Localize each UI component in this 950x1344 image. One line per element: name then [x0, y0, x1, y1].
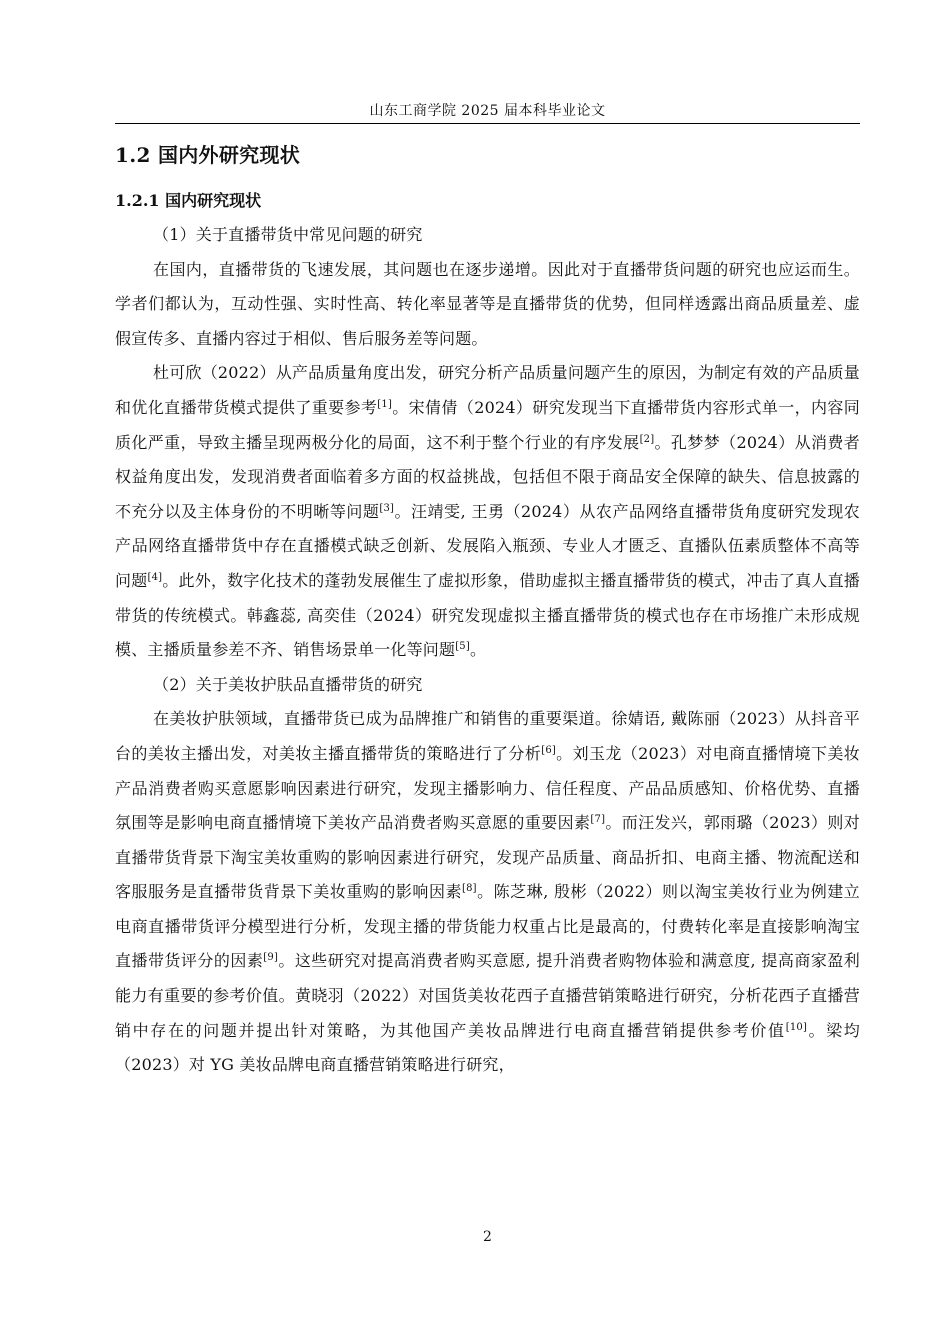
citation-ref-5: [5] [455, 641, 470, 653]
text-run: 。这些研究对提高消费者购买意愿, 提升消费者购物体验和满意度, 提高商家盈利能力有重要的参考价值。黄晓羽（2022）对国货美妆花西子直播营销策略进行研究，分析花西子直播营销中存在的问题并提出针对策略，为其他国产美妆品牌进行电商直播营销提供参考价值 [115, 951, 860, 1040]
citation-ref-6: [6] [541, 744, 556, 756]
text-run: 。梁均（2023）对 YG 美妆品牌电商直播营销策略进行研究， [115, 1020, 860, 1075]
citation-ref-9: [9] [263, 952, 279, 964]
text-run: 。此外，数字化技术的蓬勃发展催生了虚拟形象，借助虚拟主播直播带货的模式，冲击了真人直播带货的传统模式。韩鑫蕊, 高奕佳（2024）研究发现虚拟主播直播带货的模式也存在市场推广未形成规模、主播质量参差不齐、销售场景单一化等问题 [115, 570, 861, 660]
text-run: 。 [469, 640, 487, 660]
text-run: 。而汪发兴，郭雨璐（2023）则对直播带货背景下淘宝美妆重购的影响因素进行研究，发现产品质量、商品折扣、电商主播、物流配送和客服服务是直播带货背景下美妆重购的影响因素 [115, 813, 860, 902]
citation-ref-2: [2] [639, 433, 655, 445]
subsection-title: 1.2.1 国内研究现状 [115, 191, 262, 210]
citation-ref-4: [4] [147, 571, 163, 583]
page-content [115, 138, 860, 1083]
text-run: 杜可欣（2022）从产品质量角度出发，研究分析产品质量问题产生的原因，为制定有效的产品质量和优化直播带货模式提供了重要参考 [115, 363, 860, 417]
citation-ref-3: [3] [379, 502, 395, 514]
part2-paragraph-1 [115, 702, 860, 1083]
part1-paragraph-2 [115, 356, 860, 667]
header-rule [115, 123, 860, 124]
page-number: 2 [483, 1229, 492, 1245]
text-run: 。宋倩倩（2024）研究发现当下直播带货内容形式单一，内容同质化严重，导致主播呈现两极分化的局面，这不利于整个行业的有序发展 [115, 397, 860, 452]
part1-paragraph-1: 在国内，直播带货的飞速发展，其问题也在逐步递增。因此对于直播带货问题的研究也应运而生。学者们都认为，互动性强、实时性高、转化率显著等是直播带货的优势，但同样透露出商品质量差、虚假宣传多、直播内容过于相似、售后服务差等问题。 [115, 259, 860, 348]
citation-ref-10: [10] [785, 1021, 808, 1033]
section-title: 1.2 国内外研究现状 [115, 143, 301, 167]
citation-ref-7: [7] [590, 814, 606, 826]
running-header: 山东工商学院 2025 届本科毕业论文 [369, 103, 606, 119]
text-run: 。孔梦梦（2024）从消费者权益角度出发，发现消费者面临着多方面的权益挑战，包括但不限于商品安全保障的缺失、信息披露的不充分以及主体身份的不明晰等问题 [115, 432, 860, 521]
citation-ref-1: [1] [377, 398, 393, 410]
part2-heading: （2）关于美妆护肤品直播带货的研究 [153, 674, 423, 694]
text-run: 。刘玉龙（2023）对电商直播情境下美妆产品消费者购买意愿影响因素进行研究，发现主播影响力、信任程度、产品品质感知、价格优势、直播氛围等是影响电商直播情境下美妆产品消费者购买意愿的重要因素 [115, 743, 860, 833]
text-run: 。陈芝琳, 殷彬（2022）则以淘宝美妆行业为例建立电商直播带货评分模型进行分析，发现主播的带货能力权重占比是最高的，付费转化率是直接影响淘宝直播带货评分的因素 [115, 882, 861, 971]
citation-ref-8: [8] [462, 883, 477, 895]
part1-heading: （1）关于直播带货中常见问题的研究 [153, 225, 423, 244]
text-run: 。汪靖雯, 王勇（2024）从农产品网络直播带货角度研究发现农产品网络直播带货中存在直播模式缺乏创新、发展陷入瓶颈、专业人才匮乏、直播队伍素质整体不高等问题 [115, 501, 860, 590]
text-run: 在美妆护肤领域，直播带货已成为品牌推广和销售的重要渠道。徐婧语, 戴陈丽（2023）从抖音平台的美妆主播出发，对美妆主播直播带货的策略进行了分析 [115, 709, 860, 763]
